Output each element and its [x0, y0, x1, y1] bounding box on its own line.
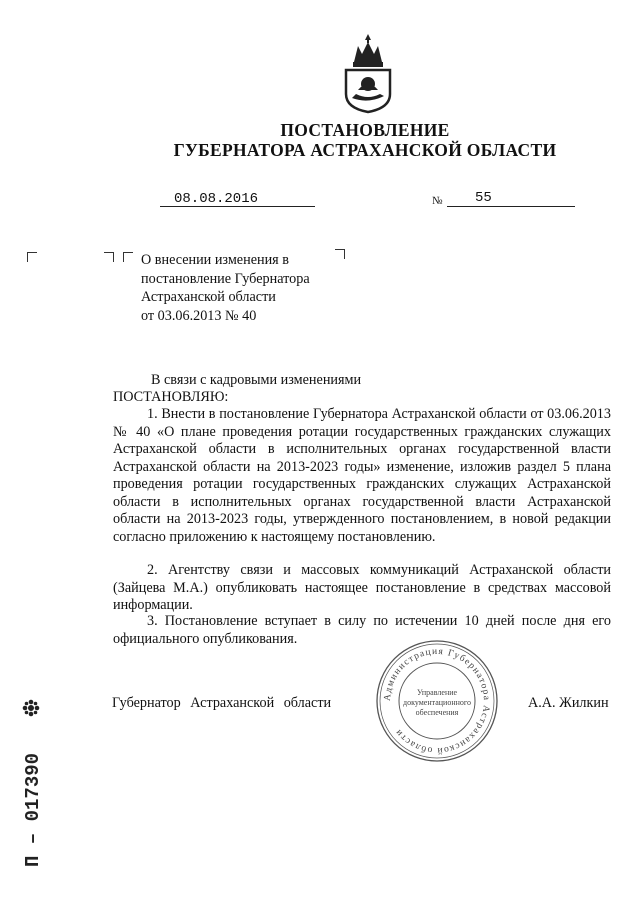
stamp-ring-text: Администрация Губернатора Астраханской области [382, 646, 492, 756]
decree-item-3: 3. Постановление вступает в силу по истечении 10 дней после дня его официального опубликования. [113, 613, 611, 647]
intro-paragraph: В связи с кадровыми изменениями [151, 372, 362, 388]
stamp-center-line: обеспечения [415, 708, 459, 717]
subject-line: постановление Губернатора [141, 270, 310, 287]
decree-word: ПОСТАНОВЛЯЮ: [113, 389, 229, 405]
subject-line: Астраханской области [141, 289, 276, 305]
signature-position: Губернатор Астраханской области [112, 695, 332, 711]
coat-of-arms-emblem [340, 32, 396, 114]
document-number: 55 [475, 190, 492, 206]
registration-number: П – 017390 [22, 752, 44, 867]
decree-item-1: 1. Внести в постановление Губернатора Астраханской области от 03.06.2013 № 40 «О плане проведения ротации государственных гражданских служащих Астраханской области в исполнительных органах государственной власти Астраханской области на 2013-2023 годы» изменение, изложив раздел 5 плана проведения ротации государственных гражданских служащих Астраханской области в исполнительных органах государственной власти Астраханской области на 2013-2023 годы, утвержденного постановлением, в новой редакции согласно приложению к настоящему постановлению. [113, 406, 611, 545]
stamp-center-line: документационного [403, 698, 471, 707]
document-date: 08.08.2016 [174, 191, 259, 207]
decree-item-2: 2. Агентству связи и массовых коммуникаций Астраханской области (Зайцева М.А.) опубликовать настоящее постановление в средствах массовой информации. [113, 562, 611, 613]
stamp-center-line: Управление [416, 688, 458, 697]
document-title: ПОСТАНОВЛЕНИЕ [280, 120, 450, 140]
corner-bracket-mid-right [104, 252, 114, 262]
registration-mark [8, 695, 54, 875]
number-label: № [432, 195, 443, 207]
corner-bracket-left [27, 252, 37, 262]
subject-line: О внесении изменения в [141, 252, 289, 268]
subject-line: от 03.06.2013 № 40 [141, 307, 257, 324]
number-underline [447, 206, 575, 207]
official-stamp [375, 639, 499, 763]
flower-icon [23, 700, 40, 717]
signature-name: А.А. Жилкин [528, 695, 609, 711]
corner-bracket-right [335, 249, 345, 259]
corner-bracket-mid-left [123, 252, 133, 262]
document-subject [141, 251, 310, 325]
date-underline [160, 206, 315, 207]
document-issuer: ГУБЕРНАТОРА АСТРАХАНСКОЙ ОБЛАСТИ [173, 140, 557, 160]
